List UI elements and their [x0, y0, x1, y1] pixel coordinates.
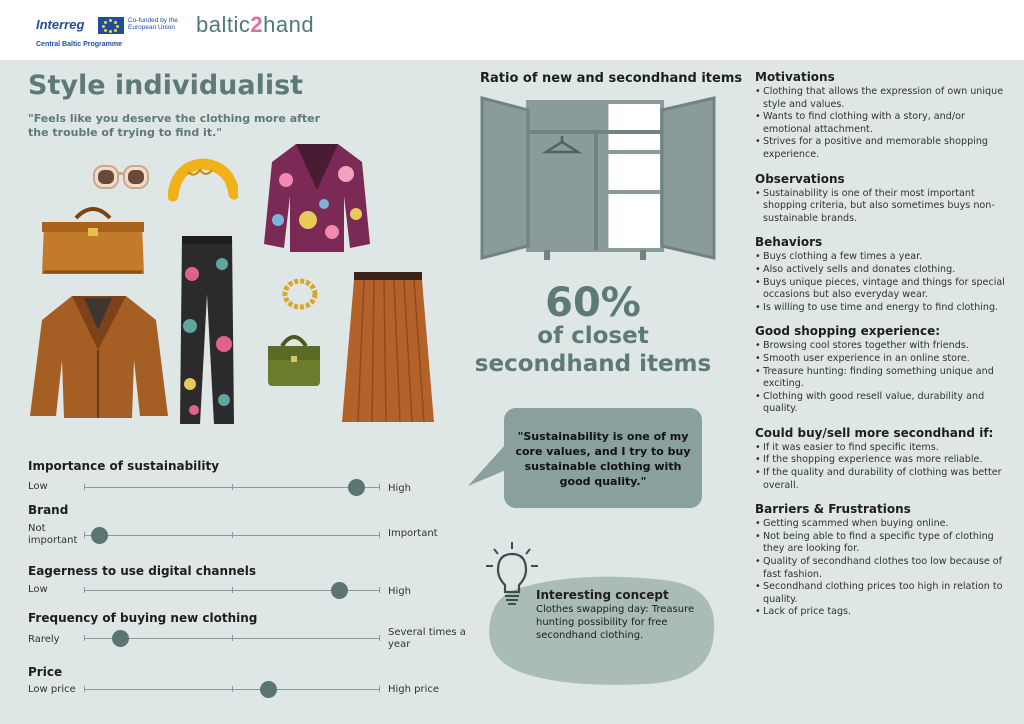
slider-label: Frequency of buying new clothing	[28, 611, 258, 625]
slider-low-label: Low price	[28, 684, 76, 695]
slider-track	[84, 689, 380, 690]
slider-high-label: Several times a year	[388, 627, 466, 650]
persona-details	[755, 70, 1005, 629]
headband-icon	[168, 158, 238, 202]
concept-title: Interesting concept	[536, 588, 669, 602]
list-item: • Quality of secondhand clothes too low because of fast fashion.	[755, 556, 1005, 581]
slider-knob[interactable]	[112, 630, 129, 647]
interreg-logo: Interreg	[36, 17, 85, 32]
secondhand-text: of closet secondhand items	[474, 323, 712, 377]
list-item: • Smooth user experience in an online store.	[755, 353, 1005, 366]
slider-high-label: High	[388, 586, 411, 597]
section-list	[755, 518, 1005, 619]
section-barriers-frustrations	[755, 502, 1005, 619]
list-item: • Is willing to use time and energy to find clothing.	[755, 302, 1005, 315]
list-item: • Buys clothing a few times a year.	[755, 251, 1005, 264]
programme-name: Central Baltic Programme	[36, 41, 122, 48]
slider-knob[interactable]	[331, 582, 348, 599]
list-item: • Buys unique pieces, vintage and things for special occasions but also everyday wear.	[755, 277, 1005, 302]
handbag-icon	[38, 202, 148, 278]
section-list	[755, 340, 1005, 416]
list-item: • Not being able to find a specific type of clothing they are looking for.	[755, 531, 1005, 556]
header-bar	[0, 0, 1024, 60]
list-item: • Strives for a positive and memorable shopping experience.	[755, 136, 1005, 161]
section-good-shopping-experience	[755, 324, 1005, 416]
list-item: • Secondhand clothing prices too high in relation to quality.	[755, 581, 1005, 606]
slider-knob[interactable]	[91, 527, 108, 544]
slider-track	[84, 535, 380, 536]
secondhand-percent: 60%	[545, 280, 641, 326]
blazer-icon	[262, 140, 372, 258]
slider-track	[84, 590, 380, 591]
quote-bubble-text: "Sustainability is one of my core values, and I try to buy sustainable clothing with good quality."	[515, 430, 691, 488]
eu-cofunded-text: Co-funded by the European Union	[128, 17, 178, 31]
section-heading: Observations	[755, 171, 845, 186]
section-behaviors	[755, 235, 1005, 314]
section-observations	[755, 172, 1005, 226]
slider-label: Importance of sustainability	[28, 459, 220, 473]
sunglasses-icon	[92, 163, 150, 191]
list-item: • Clothing with good resell value, durability and quality.	[755, 391, 1005, 416]
section-heading: Motivations	[755, 70, 835, 84]
persona-quote: "Feels like you deserve the clothing more after the trouble of trying to find it."	[28, 112, 321, 139]
section-heading: Good shopping experience:	[755, 324, 941, 339]
section-heading: Barriers & Frustrations	[755, 502, 911, 517]
list-item: • If the quality and durability of clothing was better overall.	[755, 467, 1005, 492]
persona-title: Style individualist	[28, 70, 304, 101]
slider-low-label: Not important	[28, 523, 78, 546]
wardrobe-icon	[478, 96, 718, 266]
section-list	[755, 86, 1005, 162]
slider-high-label: Important	[388, 528, 438, 539]
jacket-icon	[28, 290, 170, 422]
handbag-green-icon	[264, 328, 324, 388]
slider-knob[interactable]	[260, 681, 277, 698]
lightbulb-icon	[484, 540, 540, 610]
section-list	[755, 251, 1005, 314]
slider-high-label: High price	[388, 684, 440, 695]
slider-low-label: Rarely	[28, 634, 60, 645]
list-item: • Treasure hunting: finding something unique and exciting.	[755, 366, 1005, 391]
section-list	[755, 188, 1005, 226]
list-item: • Browsing cool stores together with friends.	[755, 340, 1005, 353]
slider-track	[84, 487, 380, 488]
list-item: • Wants to find clothing with a story, and/or emotional attachment.	[755, 111, 1005, 136]
baltic2hand-logo: baltic2hand	[196, 12, 315, 37]
section-list	[755, 442, 1005, 492]
slider-label: Eagerness to use digital channels	[28, 564, 257, 578]
list-item: • Lack of price tags.	[755, 606, 1005, 619]
list-item: • Sustainability is one of their most important shopping criteria, but also sometimes buys non-sustainable brands.	[755, 188, 1005, 226]
list-item: • Also actively sells and donates clothing.	[755, 264, 1005, 277]
bracelet-icon	[280, 276, 320, 312]
slider-label: Brand	[28, 503, 69, 517]
list-item: • Clothing that allows the expression of own unique style and values.	[755, 86, 1005, 111]
section-heading: Could buy/sell more secondhand if:	[755, 425, 994, 440]
ratio-title: Ratio of new and secondhand items	[480, 71, 743, 86]
section-motivations	[755, 70, 1005, 162]
slider-track	[84, 638, 380, 639]
section-heading: Behaviors	[755, 235, 823, 250]
slider-low-label: Low	[28, 481, 48, 492]
eu-flag-icon	[98, 17, 124, 34]
slider-high-label: High	[388, 483, 411, 494]
list-item: • If it was easier to find specific items.	[755, 442, 1005, 455]
slider-low-label: Low	[28, 584, 48, 595]
skirt-icon	[340, 270, 436, 424]
slider-knob[interactable]	[348, 479, 365, 496]
slider-label: Price	[28, 665, 63, 679]
trousers-icon	[178, 234, 236, 426]
list-item: • If the shopping experience was more reliable.	[755, 454, 1005, 467]
concept-text: Clothes swapping day: Treasure hunting possibility for free secondhand clothing.	[536, 604, 695, 641]
section-could-buy-sell-more-secondhand-if	[755, 426, 1005, 492]
list-item: • Getting scammed when buying online.	[755, 518, 1005, 531]
